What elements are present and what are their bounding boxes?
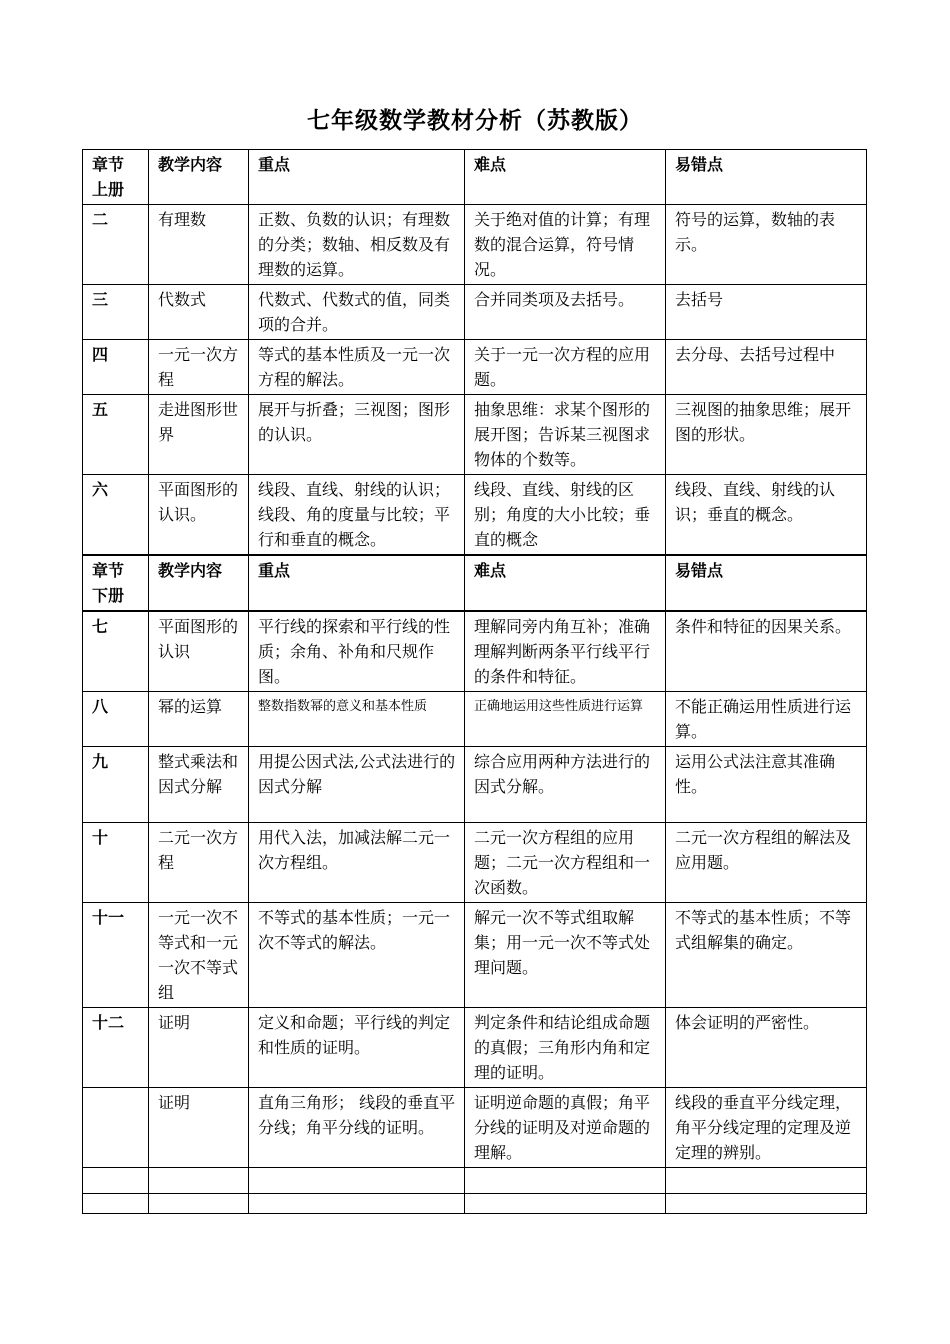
content-cell: 一元一次方程: [149, 340, 249, 395]
content-cell: 证明: [149, 1088, 249, 1168]
empty-cell: [666, 1168, 867, 1194]
table-row: [83, 1088, 867, 1168]
content-cell: 平面图形的认识: [149, 611, 249, 692]
key-cell: 不等式的基本性质；一元一次不等式的解法。: [249, 903, 465, 1008]
key-cell: 等式的基本性质及一元一次方程的解法。: [249, 340, 465, 395]
difficult-cell: 关于一元一次方程的应用题。: [465, 340, 666, 395]
error-cell: 三视图的抽象思维；展开图的形状。: [666, 395, 867, 475]
difficult-cell: 合并同类项及去括号。: [465, 285, 666, 340]
empty-cell: [465, 1194, 666, 1214]
difficult-cell: 抽象思维：求某个图形的展开图；告诉某三视图求物体的个数等。: [465, 395, 666, 475]
chapter-cell: 四: [83, 340, 149, 395]
chapter-cell: 七: [83, 611, 149, 692]
difficult-cell: 证明逆命题的真假；角平分线的证明及对逆命题的理解。: [465, 1088, 666, 1168]
table-row: [83, 1008, 867, 1088]
header-difficult: 难点: [465, 150, 666, 205]
error-cell: 二元一次方程组的解法及应用题。: [666, 823, 867, 903]
key-cell: 代数式、代数式的值，同类项的合并。: [249, 285, 465, 340]
header-error: 易错点: [666, 555, 867, 611]
difficult-cell: 线段、直线、射线的区别；角度的大小比较；垂直的概念: [465, 475, 666, 556]
table-row: [83, 340, 867, 395]
difficult-cell: 解元一次不等式组取解集；用一元一次不等式处理问题。: [465, 903, 666, 1008]
difficult-cell: 综合应用两种方法进行的因式分解。: [465, 747, 666, 823]
empty-cell: [465, 1168, 666, 1194]
key-cell: 用代入法，加减法解二元一次方程组。: [249, 823, 465, 903]
error-cell: 去括号: [666, 285, 867, 340]
empty-cell: [249, 1168, 465, 1194]
table-row: [83, 611, 867, 692]
content-cell: 二元一次方程: [149, 823, 249, 903]
chapter-cell: 六: [83, 475, 149, 556]
chapter-cell: [83, 1088, 149, 1168]
header-difficult: 难点: [465, 555, 666, 611]
error-cell: 线段、直线、射线的认识；垂直的概念。: [666, 475, 867, 556]
table-row: [83, 823, 867, 903]
key-cell: 展开与折叠；三视图；图形的认识。: [249, 395, 465, 475]
empty-cell: [249, 1194, 465, 1214]
empty-cell: [83, 1168, 149, 1194]
difficult-cell: 正确地运用这些性质进行运算: [465, 692, 666, 747]
empty-cell: [83, 1194, 149, 1214]
table-row: [83, 395, 867, 475]
difficult-cell: 二元一次方程组的应用题；二元一次方程组和一次函数。: [465, 823, 666, 903]
chapter-cell: 八: [83, 692, 149, 747]
table-row: [83, 285, 867, 340]
header-error: 易错点: [666, 150, 867, 205]
table-header-lower: [83, 555, 867, 611]
chapter-cell: 九: [83, 747, 149, 823]
key-cell: 线段、直线、射线的认识；线段、角的度量与比较；平行和垂直的概念。: [249, 475, 465, 556]
chapter-cell: 二: [83, 205, 149, 285]
table-header-upper: [83, 150, 867, 205]
content-cell: 证明: [149, 1008, 249, 1088]
header-key: 重点: [249, 150, 465, 205]
table-row: [83, 903, 867, 1008]
key-cell: 平行线的探索和平行线的性质；余角、补角和尺规作图。: [249, 611, 465, 692]
chapter-cell: 十二: [83, 1008, 149, 1088]
content-cell: 平面图形的认识。: [149, 475, 249, 556]
content-cell: 代数式: [149, 285, 249, 340]
difficult-cell: 判定条件和结论组成命题的真假；三角形内角和定理的证明。: [465, 1008, 666, 1088]
header-content: 教学内容: [149, 555, 249, 611]
key-cell: 定义和命题；平行线的判定和性质的证明。: [249, 1008, 465, 1088]
empty-row: [83, 1168, 867, 1194]
table-row: [83, 692, 867, 747]
error-cell: 线段的垂直平分线定理，角平分线定理的定理及逆定理的辨别。: [666, 1088, 867, 1168]
table-row: [83, 205, 867, 285]
table-row: [83, 747, 867, 823]
error-cell: 条件和特征的因果关系。: [666, 611, 867, 692]
content-cell: 有理数: [149, 205, 249, 285]
key-cell: 直角三角形； 线段的垂直平分线；角平分线的证明。: [249, 1088, 465, 1168]
header-chapter-lower: 章节 下册: [83, 555, 149, 611]
error-cell: 符号的运算，数轴的表示。: [666, 205, 867, 285]
empty-cell: [149, 1168, 249, 1194]
error-cell: 不等式的基本性质；不等式组解集的确定。: [666, 903, 867, 1008]
error-cell: 不能正确运用性质进行运算。: [666, 692, 867, 747]
table-row: [83, 475, 867, 556]
content-cell: 一元一次不等式和一元一次不等式组: [149, 903, 249, 1008]
header-chapter-upper: 章节 上册: [83, 150, 149, 205]
key-cell: 用提公因式法,公式法进行的因式分解: [249, 747, 465, 823]
error-cell: 运用公式法注意其准确性。: [666, 747, 867, 823]
content-cell: 走进图形世界: [149, 395, 249, 475]
error-cell: 体会证明的严密性。: [666, 1008, 867, 1088]
empty-cell: [149, 1194, 249, 1214]
chapter-cell: 五: [83, 395, 149, 475]
chapter-cell: 三: [83, 285, 149, 340]
chapter-cell: 十一: [83, 903, 149, 1008]
key-cell: 整数指数幂的意义和基本性质: [249, 692, 465, 747]
analysis-table: [82, 149, 867, 1214]
chapter-cell: 十: [83, 823, 149, 903]
difficult-cell: 关于绝对值的计算；有理数的混合运算，符号情况。: [465, 205, 666, 285]
error-cell: 去分母、去括号过程中: [666, 340, 867, 395]
content-cell: 幂的运算: [149, 692, 249, 747]
difficult-cell: 理解同旁内角互补；准确理解判断两条平行线平行的条件和特征。: [465, 611, 666, 692]
empty-row: [83, 1194, 867, 1214]
content-cell: 整式乘法和因式分解: [149, 747, 249, 823]
empty-cell: [666, 1194, 867, 1214]
header-key: 重点: [249, 555, 465, 611]
page-title: 七年级数学教材分析（苏教版）: [307, 108, 643, 134]
header-content: 教学内容: [149, 150, 249, 205]
key-cell: 正数、负数的认识；有理数的分类；数轴、相反数及有理数的运算。: [249, 205, 465, 285]
